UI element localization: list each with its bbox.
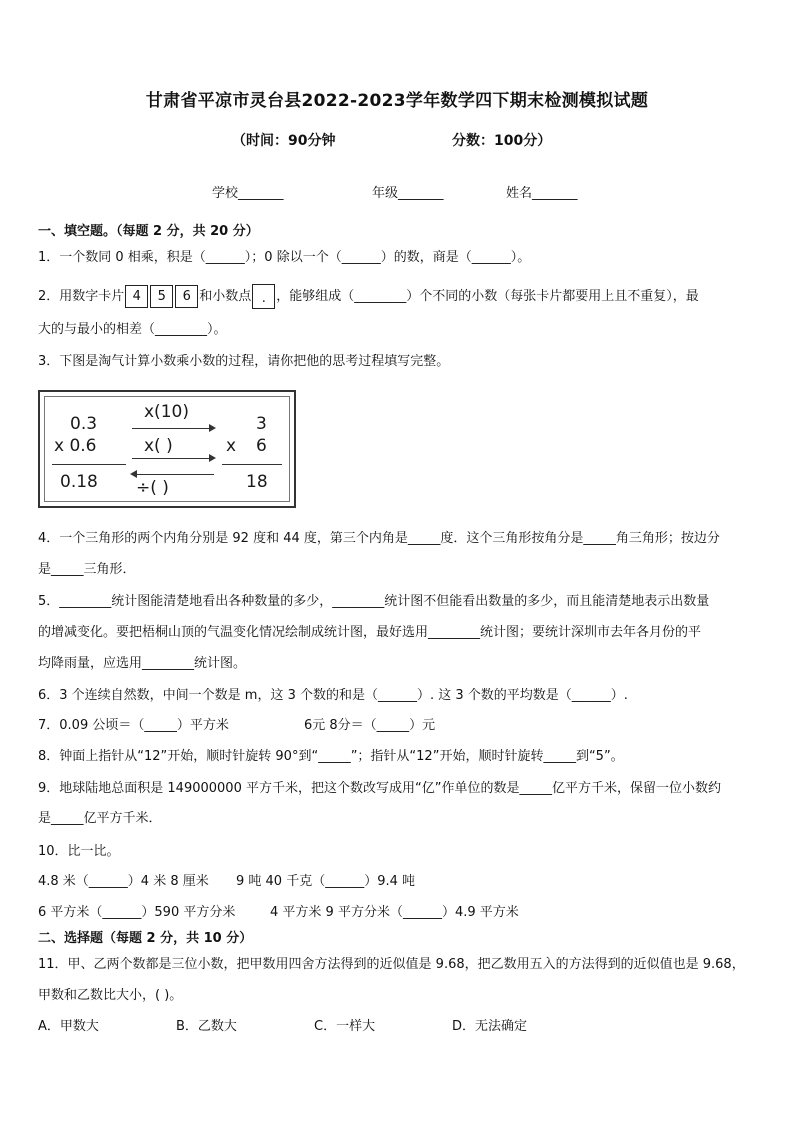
section-title-choice: 二、选择题（每题 2 分，共 10 分）	[38, 931, 253, 946]
name-field[interactable]: 姓名_______	[506, 186, 578, 201]
question-7-a: 7．0.09 公顷＝（_____）平方米	[38, 718, 229, 733]
question-5-line2: 的增减变化。要把梧桐山顶的气温变化情况绘制成统计图，最好选用________统计图；要统计深圳市去年各月份的平	[38, 625, 702, 640]
section-title-fill-blank: 一、填空题。（每题 2 分，共 20 分）	[38, 224, 259, 239]
figure-arrow-mid	[132, 458, 214, 459]
option-b[interactable]: B．乙数大	[176, 1019, 237, 1034]
decimal-point-card: .	[252, 284, 275, 309]
question-4-line1: 4．一个三角形的两个内角分别是 92 度和 44 度，第三个内角是_____度．这个三角形按角分是_____角三角形；按边分	[38, 531, 720, 546]
figure-op-bottom: ÷( )	[136, 478, 169, 498]
question-3: 3．下图是淘气计算小数乘小数的过程，请你把他的思考过程填写完整。	[38, 354, 450, 369]
question-5-line1: 5．________统计图能清楚地看出各种数量的多少，________统计图不但能看出数量的多少，而且能清楚地表示出数量	[38, 594, 710, 609]
figure-op-mid: x( )	[144, 436, 173, 456]
digit-card-5: 5	[150, 285, 173, 308]
question-10-title: 10．比一比。	[38, 844, 120, 859]
question-10-r1b: 9 吨 40 千克（______）9.4 吨	[236, 874, 416, 889]
figure-x-sign: x	[226, 436, 237, 456]
question-2-suffix: ，能够组成（________）个不同的小数（每张卡片都要用上且不重复），最	[276, 289, 699, 304]
question-6: 6．3 个连续自然数，中间一个数是 m，这 3 个数的和是（______）. 这 3 个数的平均数是（______）.	[38, 688, 628, 703]
figure-left-rule	[52, 464, 126, 465]
figure-product-right: 18	[246, 472, 268, 492]
question-11-line2: 甲数和乙数比大小，( )。	[38, 988, 183, 1003]
question-10-r2b: 4 平方米 9 平方分米（______）4.9 平方米	[270, 905, 519, 920]
exam-title: 甘肃省平凉市灵台县2022-2023学年数学四下期末检测模拟试题	[145, 91, 649, 111]
figure-factor-a: 0.3	[70, 414, 98, 434]
option-d[interactable]: D．无法确定	[452, 1019, 528, 1034]
question-2-prefix: 2．用数字卡片	[38, 289, 125, 304]
question-7-b: 6元 8分＝（_____）元	[304, 718, 436, 733]
figure-factor-b: x 0.6	[54, 436, 97, 456]
question-1: 1．一个数同 0 相乘，积是（______）；0 除以一个（______）的数，商是（______）。	[38, 250, 531, 265]
digit-card-4: 4	[125, 285, 148, 308]
question-4-line2: 是_____三角形．	[38, 562, 136, 577]
question-2-line2: 大的与最小的相差（________）。	[38, 322, 227, 337]
school-field[interactable]: 学校_______	[212, 186, 284, 201]
question-9-line2: 是_____亿平方千米．	[38, 811, 162, 826]
question-5-line3: 均降雨量，应选用________统计图。	[38, 656, 247, 671]
grade-field[interactable]: 年级_______	[372, 186, 444, 201]
question-11-line1: 11．甲、乙两个数都是三位小数，把甲数用四舍方法得到的近似值是 9.68，把乙数用五入的方法得到的近似值也是 9.68，	[38, 957, 745, 972]
question-10-r1a: 4.8 米（______）4 米 8 厘米	[38, 874, 209, 889]
figure-factor-e: 6	[256, 436, 267, 456]
question-2-mid: 和小数点	[199, 289, 252, 304]
exam-score: 分数：100分）	[452, 133, 552, 149]
question-2	[38, 284, 699, 309]
question-7	[38, 717, 229, 735]
figure-arrow-top	[132, 428, 214, 429]
question-8: 8．钟面上指针从“12”开始，顺时针旋转 90°到“_____”；指针从“12”开始，顺时针旋转_____到“5”。	[38, 749, 624, 764]
decimal-multiplication-figure	[38, 390, 296, 508]
figure-product-left: 0.18	[60, 472, 98, 492]
figure-arrow-bottom	[132, 474, 214, 475]
option-c[interactable]: C．一样大	[314, 1019, 376, 1034]
question-10-r2a: 6 平方米（______）590 平方分米	[38, 905, 236, 920]
exam-time: （时间：90分钟	[232, 133, 336, 149]
question-9-line1: 9．地球陆地总面积是 149000000 平方千米，把这个数改写成用“亿”作单位的数是_____亿平方千米，保留一位小数约	[38, 781, 721, 796]
figure-right-rule	[222, 464, 282, 465]
digit-card-6: 6	[175, 285, 198, 308]
figure-factor-d: 3	[256, 414, 267, 434]
figure-op-top: x(10)	[144, 402, 189, 422]
option-a[interactable]: A．甲数大	[38, 1019, 99, 1034]
